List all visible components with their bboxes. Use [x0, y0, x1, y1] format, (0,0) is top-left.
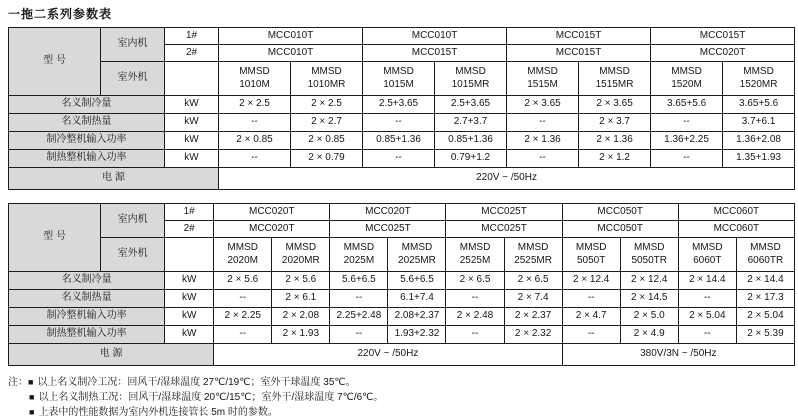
power-supply-cell: 220V ~ /50Hz — [219, 168, 795, 190]
spec-table-2 — [8, 203, 795, 366]
value-cell: -- — [214, 290, 272, 308]
note-line — [8, 405, 798, 420]
outdoor-model-cell: MMSD 1015M — [363, 62, 435, 96]
model-label-cell: 型 号 — [9, 28, 101, 96]
value-cell: 6.1+7.4 — [388, 290, 446, 308]
indoor-unit-label-cell: 室内机 — [101, 204, 165, 238]
power-supply-cell: 380V/3N ~ /50Hz — [562, 344, 794, 366]
outdoor-model-cell: MMSD 1515MR — [579, 62, 651, 96]
row-label-cell: 制冷整机输入功率 — [9, 132, 165, 150]
empty-cell — [165, 62, 219, 96]
value-cell: 2 × 2.32 — [504, 326, 562, 344]
model-label-cell: 型 号 — [9, 204, 101, 272]
row-label-cell: 制热整机输入功率 — [9, 150, 165, 168]
note-text: 以上名义制冷工况：回风干/湿球温度 27℃/19℃；室外干球温度 35℃。 — [37, 377, 356, 388]
value-cell: 2 × 5.6 — [272, 272, 330, 290]
indoor-model-cell: MCC015T — [507, 45, 651, 62]
value-cell: -- — [214, 326, 272, 344]
value-cell: 2 × 5.04 — [736, 308, 794, 326]
value-cell: 2 × 12.4 — [620, 272, 678, 290]
square-bullet-icon: ■ — [29, 392, 35, 402]
indoor-model-cell: MCC010T — [363, 28, 507, 45]
indoor-model-cell: MCC060T — [678, 221, 794, 238]
value-cell: 2 × 6.1 — [272, 290, 330, 308]
value-cell: 0.85+1.36 — [435, 132, 507, 150]
value-cell: 2 × 3.7 — [579, 114, 651, 132]
note-prefix: 注： — [8, 377, 28, 388]
row-label-cell: 名义制热量 — [9, 290, 165, 308]
value-cell: 2.08+2.37 — [388, 308, 446, 326]
value-cell: 1.36+2.08 — [723, 132, 795, 150]
indoor-unit-label-cell: 室内机 — [101, 28, 165, 62]
indoor-1-tag: 1# — [165, 28, 219, 45]
value-cell: 3.65+5.6 — [723, 96, 795, 114]
value-cell: 2 × 2.7 — [291, 114, 363, 132]
value-cell: 2 × 4.7 — [562, 308, 620, 326]
value-cell: 2.25+2.48 — [330, 308, 388, 326]
value-cell: 2 × 2.08 — [272, 308, 330, 326]
empty-cell — [165, 238, 214, 272]
value-cell: 2 × 5.39 — [736, 326, 794, 344]
value-cell: -- — [651, 114, 723, 132]
outdoor-model-cell: MMSD 2025M — [330, 238, 388, 272]
value-cell: 2 × 2.5 — [219, 96, 291, 114]
value-cell: -- — [562, 290, 620, 308]
value-cell: 2 × 2.5 — [291, 96, 363, 114]
value-cell: 0.85+1.36 — [363, 132, 435, 150]
value-cell: -- — [330, 326, 388, 344]
value-cell: 2 × 1.36 — [579, 132, 651, 150]
value-cell: 1.36+2.25 — [651, 132, 723, 150]
value-cell: -- — [507, 114, 579, 132]
outdoor-unit-label-cell: 室外机 — [101, 238, 165, 272]
note-line — [8, 390, 798, 405]
footnotes — [8, 375, 798, 420]
value-cell: -- — [678, 326, 736, 344]
unit-cell: kW — [165, 96, 219, 114]
indoor-model-cell: MCC050T — [562, 204, 678, 221]
value-cell: -- — [507, 150, 579, 168]
value-cell: 2 × 0.79 — [291, 150, 363, 168]
row-label-cell: 制冷整机输入功率 — [9, 308, 165, 326]
value-cell: 5.6+6.5 — [330, 272, 388, 290]
indoor-model-cell: MCC060T — [678, 204, 794, 221]
note-text: 以上名义制热工况：回风干/湿球温度 20℃/15℃；室外干/湿球温度 7℃/6℃。 — [38, 392, 384, 403]
page-title: 一拖二系列参数表 — [8, 7, 113, 21]
indoor-model-cell: MCC015T — [651, 28, 795, 45]
outdoor-model-cell: MMSD 1015MR — [435, 62, 507, 96]
indoor-1-tag: 1# — [165, 204, 214, 221]
value-cell: -- — [363, 150, 435, 168]
value-cell: 2 × 3.65 — [579, 96, 651, 114]
value-cell: -- — [446, 326, 504, 344]
value-cell: 2 × 7.4 — [504, 290, 562, 308]
indoor-2-tag: 2# — [165, 221, 214, 238]
unit-cell: kW — [165, 308, 214, 326]
row-label-cell: 名义制热量 — [9, 114, 165, 132]
indoor-2-tag: 2# — [165, 45, 219, 62]
outdoor-model-cell: MMSD 1520M — [651, 62, 723, 96]
outdoor-model-cell: MMSD 2525M — [446, 238, 504, 272]
square-bullet-icon: ■ — [28, 377, 34, 387]
indoor-model-cell: MCC025T — [446, 204, 562, 221]
indoor-model-cell: MCC010T — [219, 45, 363, 62]
value-cell: 2.5+3.65 — [363, 96, 435, 114]
value-cell: 1.93+2.32 — [388, 326, 446, 344]
indoor-model-cell: MCC020T — [651, 45, 795, 62]
power-supply-cell: 220V ~ /50Hz — [214, 344, 562, 366]
table1-container — [8, 27, 798, 190]
value-cell: -- — [562, 326, 620, 344]
value-cell: -- — [363, 114, 435, 132]
value-cell: 2 × 3.65 — [507, 96, 579, 114]
value-cell: -- — [330, 290, 388, 308]
indoor-model-cell: MCC025T — [330, 221, 446, 238]
outdoor-unit-label-cell: 室外机 — [101, 62, 165, 96]
value-cell: 3.7+6.1 — [723, 114, 795, 132]
value-cell: 2 × 1.2 — [579, 150, 651, 168]
indoor-model-cell: MCC015T — [507, 28, 651, 45]
row-label-cell: 制热整机输入功率 — [9, 326, 165, 344]
table2-container — [8, 203, 798, 366]
value-cell: 2 × 17.3 — [736, 290, 794, 308]
value-cell: 2 × 5.6 — [214, 272, 272, 290]
row-label-cell: 名义制冷量 — [9, 96, 165, 114]
note-text: 上表中的性能数据为室内外机连接管长 5m 时的参数。 — [38, 407, 278, 418]
value-cell: 2 × 12.4 — [562, 272, 620, 290]
unit-cell: kW — [165, 272, 214, 290]
note-line — [8, 375, 798, 390]
row-label-cell: 名义制冷量 — [9, 272, 165, 290]
unit-cell: kW — [165, 326, 214, 344]
indoor-model-cell: MCC015T — [363, 45, 507, 62]
value-cell: 2 × 0.85 — [291, 132, 363, 150]
unit-cell: kW — [165, 114, 219, 132]
outdoor-model-cell: MMSD 2525MR — [504, 238, 562, 272]
value-cell: 2 × 1.93 — [272, 326, 330, 344]
value-cell: 2 × 5.04 — [678, 308, 736, 326]
indoor-model-cell: MCC025T — [446, 221, 562, 238]
value-cell: 5.6+6.5 — [388, 272, 446, 290]
outdoor-model-cell: MMSD 1010M — [219, 62, 291, 96]
value-cell: 2.7+3.7 — [435, 114, 507, 132]
value-cell: -- — [678, 290, 736, 308]
unit-cell: kW — [165, 290, 214, 308]
unit-cell: kW — [165, 132, 219, 150]
value-cell: 2 × 4.9 — [620, 326, 678, 344]
square-bullet-icon: ■ — [29, 407, 35, 417]
value-cell: 2 × 2.25 — [214, 308, 272, 326]
value-cell: -- — [446, 290, 504, 308]
value-cell: 2 × 6.5 — [504, 272, 562, 290]
outdoor-model-cell: MMSD 2025MR — [388, 238, 446, 272]
value-cell: 2 × 14.5 — [620, 290, 678, 308]
value-cell: 1.35+1.93 — [723, 150, 795, 168]
table-gap — [8, 190, 798, 203]
indoor-model-cell: MCC020T — [330, 204, 446, 221]
outdoor-model-cell: MMSD 5050TR — [620, 238, 678, 272]
outdoor-model-cell: MMSD 2020M — [214, 238, 272, 272]
power-supply-label-cell: 电 源 — [9, 344, 214, 366]
spec-table-1 — [8, 27, 795, 190]
value-cell: 0.79+1.2 — [435, 150, 507, 168]
value-cell: 2 × 2.48 — [446, 308, 504, 326]
value-cell: 2 × 14.4 — [736, 272, 794, 290]
value-cell: -- — [219, 150, 291, 168]
value-cell: 2 × 1.36 — [507, 132, 579, 150]
outdoor-model-cell: MMSD 6060T — [678, 238, 736, 272]
indoor-model-cell: MCC020T — [214, 221, 330, 238]
power-supply-label-cell: 电 源 — [9, 168, 219, 190]
value-cell: -- — [651, 150, 723, 168]
value-cell: 2 × 5.0 — [620, 308, 678, 326]
indoor-model-cell: MCC050T — [562, 221, 678, 238]
outdoor-model-cell: MMSD 2020MR — [272, 238, 330, 272]
value-cell: 2 × 6.5 — [446, 272, 504, 290]
indoor-model-cell: MCC010T — [219, 28, 363, 45]
value-cell: 2 × 2.37 — [504, 308, 562, 326]
outdoor-model-cell: MMSD 6060TR — [736, 238, 794, 272]
outdoor-model-cell: MMSD 1010MR — [291, 62, 363, 96]
value-cell: 3.65+5.6 — [651, 96, 723, 114]
outdoor-model-cell: MMSD 1520MR — [723, 62, 795, 96]
outdoor-model-cell: MMSD 5050T — [562, 238, 620, 272]
value-cell: -- — [219, 114, 291, 132]
value-cell: 2.5+3.65 — [435, 96, 507, 114]
value-cell: 2 × 0.85 — [219, 132, 291, 150]
indoor-model-cell: MCC020T — [214, 204, 330, 221]
outdoor-model-cell: MMSD 1515M — [507, 62, 579, 96]
value-cell: 2 × 14.4 — [678, 272, 736, 290]
unit-cell: kW — [165, 150, 219, 168]
